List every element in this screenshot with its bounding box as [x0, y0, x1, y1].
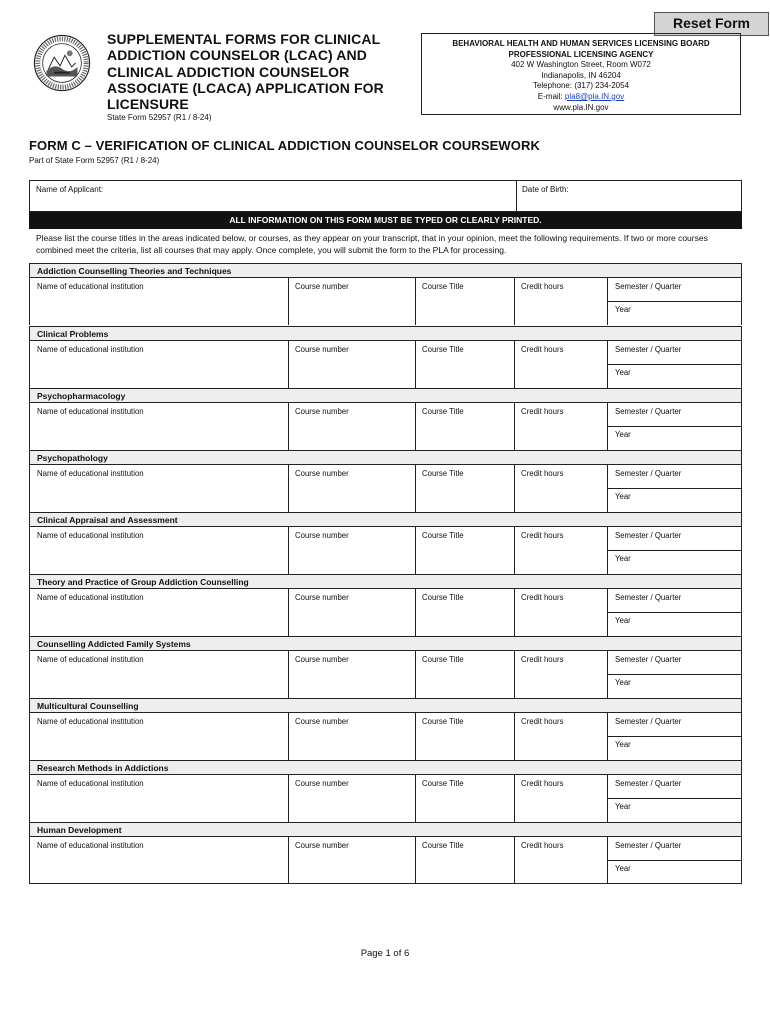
course-number-label: Course number [295, 717, 349, 726]
year-label: Year [615, 492, 631, 501]
board-name: BEHAVIORAL HEALTH AND HUMAN SERVICES LICENSING BOARD [452, 39, 710, 48]
course-title-label: Course Title [422, 282, 464, 291]
course-title-label: Course Title [422, 593, 464, 602]
credit-hours-label: Credit hours [521, 593, 564, 602]
course-section [29, 698, 742, 760]
semester-label: Semester / Quarter [615, 779, 682, 788]
institution-label: Name of educational institution [37, 779, 144, 788]
course-section [29, 822, 742, 884]
credit-hours-field[interactable] [515, 527, 607, 573]
credit-hours-field[interactable] [515, 341, 607, 387]
course-title-field[interactable] [416, 651, 514, 697]
applicant-name-field[interactable] [30, 181, 516, 211]
institution-label: Name of educational institution [37, 345, 144, 354]
course-number-field[interactable] [289, 278, 415, 324]
page-number: Page 1 of 6 [360, 948, 410, 959]
credit-hours-label: Credit hours [521, 779, 564, 788]
course-title-field[interactable] [416, 589, 514, 635]
agency-address: 402 W Washington Street, Room W072 [511, 60, 651, 70]
credit-hours-label: Credit hours [521, 655, 564, 664]
course-title-field[interactable] [416, 713, 514, 759]
course-number-label: Course number [295, 469, 349, 478]
semester-label: Semester / Quarter [615, 717, 682, 726]
credit-hours-field[interactable] [515, 403, 607, 449]
credit-hours-label: Credit hours [521, 469, 564, 478]
course-title-label: Course Title [422, 841, 464, 850]
email-link[interactable]: pla8@pla.IN.gov [564, 91, 625, 101]
year-field[interactable] [608, 737, 741, 759]
agency-website[interactable]: www.pla.IN.gov [553, 102, 609, 112]
semester-field[interactable] [608, 527, 741, 550]
course-number-field[interactable] [289, 341, 415, 387]
institution-label: Name of educational institution [37, 282, 144, 291]
year-label: Year [615, 305, 631, 314]
institution-field[interactable] [30, 278, 288, 324]
course-title-label: Course Title [422, 407, 464, 416]
institution-field[interactable] [30, 403, 288, 449]
course-title-field[interactable] [416, 527, 514, 573]
section-title: Theory and Practice of Group Addiction Counselling [37, 577, 249, 587]
year-label: Year [615, 802, 631, 811]
institution-label: Name of educational institution [37, 469, 144, 478]
semester-label: Semester / Quarter [615, 282, 682, 291]
semester-field[interactable] [608, 465, 741, 488]
year-field[interactable] [608, 365, 741, 387]
institution-field[interactable] [30, 775, 288, 821]
section-header [30, 450, 741, 465]
course-title-label: Course Title [422, 345, 464, 354]
form-c-subtitle: Part of State Form 52957 (R1 / 8-24) [29, 156, 160, 165]
institution-label: Name of educational institution [37, 593, 144, 602]
institution-label: Name of educational institution [37, 841, 144, 850]
course-title-label: Course Title [422, 779, 464, 788]
course-number-label: Course number [295, 407, 349, 416]
course-title-field[interactable] [416, 775, 514, 821]
section-title: Multicultural Counselling [37, 701, 139, 711]
section-title: Research Methods in Addictions [37, 763, 169, 773]
semester-label: Semester / Quarter [615, 407, 682, 416]
agency-telephone: Telephone: (317) 234-2054 [532, 81, 630, 91]
course-number-field[interactable] [289, 589, 415, 635]
year-label: Year [615, 678, 631, 687]
dob-field[interactable] [517, 181, 741, 211]
reset-form-button[interactable]: Reset Form [654, 12, 769, 36]
year-label: Year [615, 368, 631, 377]
course-number-field[interactable] [289, 465, 415, 511]
course-section [29, 326, 742, 388]
course-number-field[interactable] [289, 713, 415, 759]
semester-label: Semester / Quarter [615, 531, 682, 540]
course-number-label: Course number [295, 593, 349, 602]
institution-field[interactable] [30, 713, 288, 759]
credit-hours-label: Credit hours [521, 345, 564, 354]
course-number-label: Course number [295, 841, 349, 850]
agency-email-line [422, 92, 740, 103]
form-c-title: FORM C – VERIFICATION OF CLINICAL ADDICTION COUNSELOR COURSEWORK [29, 138, 540, 153]
section-header [30, 822, 741, 837]
year-label: Year [615, 554, 631, 563]
section-title: Human Development [37, 825, 122, 835]
credit-hours-field[interactable] [515, 589, 607, 635]
institution-field[interactable] [30, 465, 288, 511]
section-title: Clinical Problems [37, 329, 109, 339]
course-number-field[interactable] [289, 651, 415, 697]
agency-city: Indianapolis, IN 46204 [541, 70, 621, 80]
section-title: Psychopharmacology [37, 391, 126, 401]
year-label: Year [615, 740, 631, 749]
course-section [29, 388, 742, 450]
year-field[interactable] [608, 799, 741, 821]
dob-label: Date of Birth: [522, 185, 569, 194]
semester-field[interactable] [608, 278, 741, 301]
section-title: Psychopathology [37, 453, 108, 463]
applicant-info-box [29, 180, 742, 212]
institution-label: Name of educational institution [37, 531, 144, 540]
institution-label: Name of educational institution [37, 655, 144, 664]
credit-hours-label: Credit hours [521, 841, 564, 850]
institution-label: Name of educational institution [37, 717, 144, 726]
institution-field[interactable] [30, 651, 288, 697]
institution-label: Name of educational institution [37, 407, 144, 416]
course-title-label: Course Title [422, 531, 464, 540]
year-field[interactable] [608, 613, 741, 635]
course-title-field[interactable] [416, 837, 514, 883]
section-header [30, 512, 741, 527]
course-number-label: Course number [295, 779, 349, 788]
course-section [29, 636, 742, 698]
form-main-title: SUPPLEMENTAL FORMS FOR CLINICAL ADDICTION COUNSELOR (LCAC) AND CLINICAL ADDICTION COUNSELOR ASSOCIATE (LCACA) APPLICATION FOR LICENSURE [107, 31, 384, 113]
institution-field[interactable] [30, 341, 288, 387]
course-number-label: Course number [295, 531, 349, 540]
semester-label: Semester / Quarter [615, 655, 682, 664]
credit-hours-label: Credit hours [521, 282, 564, 291]
course-number-field[interactable] [289, 403, 415, 449]
year-label: Year [615, 616, 631, 625]
semester-field[interactable] [608, 837, 741, 860]
course-number-field[interactable] [289, 527, 415, 573]
email-label: E-mail: [537, 91, 565, 101]
semester-field[interactable] [608, 341, 741, 364]
section-header [30, 760, 741, 775]
course-title-field[interactable] [416, 465, 514, 511]
institution-field[interactable] [30, 527, 288, 573]
section-header [30, 326, 741, 341]
year-field[interactable] [608, 551, 741, 573]
semester-field[interactable] [608, 713, 741, 736]
credit-hours-field[interactable] [515, 465, 607, 511]
course-number-field[interactable] [289, 837, 415, 883]
semester-label: Semester / Quarter [615, 469, 682, 478]
course-title-label: Course Title [422, 469, 464, 478]
course-title-label: Course Title [422, 655, 464, 664]
course-number-label: Course number [295, 345, 349, 354]
year-field[interactable] [608, 489, 741, 511]
course-section [29, 760, 742, 822]
section-header [30, 574, 741, 589]
year-field[interactable] [608, 302, 741, 324]
section-title: Clinical Appraisal and Assessment [37, 515, 178, 525]
year-label: Year [615, 864, 631, 873]
course-number-field[interactable] [289, 775, 415, 821]
section-title: Addiction Counselling Theories and Techniques [37, 266, 232, 276]
year-field[interactable] [608, 861, 741, 883]
section-header [30, 636, 741, 651]
course-title-label: Course Title [422, 717, 464, 726]
credit-hours-field[interactable] [515, 775, 607, 821]
section-header [30, 698, 741, 713]
semester-label: Semester / Quarter [615, 841, 682, 850]
course-section [29, 450, 742, 512]
credit-hours-label: Credit hours [521, 407, 564, 416]
section-title: Counselling Addicted Family Systems [37, 639, 191, 649]
agency-name: PROFESSIONAL LICENSING AGENCY [508, 49, 654, 59]
course-title-field[interactable] [416, 403, 514, 449]
credit-hours-field[interactable] [515, 651, 607, 697]
semester-label: Semester / Quarter [615, 593, 682, 602]
instructions-text: Please list the course titles in the areas indicated below, or courses, as they appear on your transcript, that in your opinion, meet the following requirements. If two or more courses combined meet the criteria, list all courses that may apply. Once complete, you will submit the form to the PLA for processing. [36, 233, 708, 255]
institution-field[interactable] [30, 589, 288, 635]
course-section [29, 574, 742, 636]
course-section [29, 512, 742, 574]
print-notice-banner: ALL INFORMATION ON THIS FORM MUST BE TYPED OR CLEARLY PRINTED. [29, 212, 742, 229]
semester-field[interactable] [608, 403, 741, 426]
section-header [30, 388, 741, 403]
credit-hours-label: Credit hours [521, 531, 564, 540]
course-title-field[interactable] [416, 341, 514, 387]
year-field[interactable] [608, 427, 741, 449]
section-header [30, 263, 741, 278]
year-field[interactable] [608, 675, 741, 697]
credit-hours-field[interactable] [515, 713, 607, 759]
semester-field[interactable] [608, 775, 741, 798]
semester-label: Semester / Quarter [615, 345, 682, 354]
semester-field[interactable] [608, 651, 741, 674]
state-form-number: State Form 52957 (R1 / 8-24) [107, 113, 212, 122]
year-label: Year [615, 430, 631, 439]
applicant-name-label: Name of Applicant: [36, 185, 104, 194]
credit-hours-field[interactable] [515, 837, 607, 883]
course-number-label: Course number [295, 655, 349, 664]
credit-hours-label: Credit hours [521, 717, 564, 726]
institution-field[interactable] [30, 837, 288, 883]
semester-field[interactable] [608, 589, 741, 612]
agency-contact-box [421, 33, 741, 115]
state-seal-icon [33, 34, 91, 92]
credit-hours-field[interactable] [515, 278, 607, 324]
course-title-field[interactable] [416, 278, 514, 324]
course-number-label: Course number [295, 282, 349, 291]
course-section [29, 263, 742, 325]
